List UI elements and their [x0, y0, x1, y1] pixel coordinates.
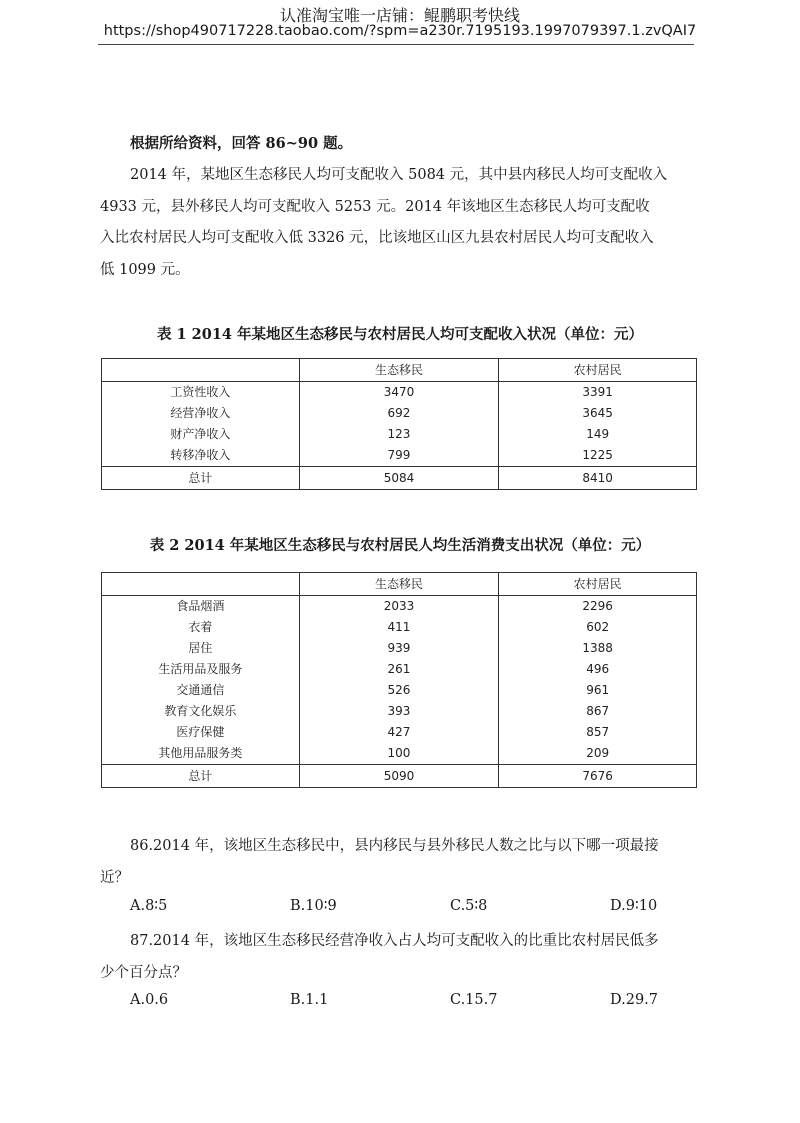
cell-value: 1225 [499, 445, 697, 467]
table-row [102, 680, 697, 701]
cell-value: 3470 [299, 382, 499, 404]
cell-value: 5090 [299, 765, 499, 788]
cell-value: 602 [499, 617, 697, 638]
table-row [102, 403, 697, 424]
cell-value: 2033 [299, 596, 499, 618]
shop-url-header: https://shop490717228.taobao.com/?spm=a230r.7195193.1997079397.1.zvQAI7 [103, 23, 697, 39]
cell-value: 411 [299, 617, 499, 638]
cell-value: 939 [299, 638, 499, 659]
q86-option-b: B.10∶9 [290, 898, 337, 914]
cell-value: 2296 [499, 596, 697, 618]
cell-value: 496 [499, 659, 697, 680]
table-row [102, 596, 697, 618]
table-row [102, 382, 697, 404]
cell-value: 100 [299, 743, 499, 765]
cell-value: 149 [499, 424, 697, 445]
question-86-line-1: 86.2014 年，该地区生态移民中，县内移民与县外移民人数之比与以下哪一项最接 [130, 838, 659, 854]
table-row [102, 722, 697, 743]
cell-value: 5084 [299, 467, 499, 490]
row-label: 财产净收入 [102, 424, 300, 445]
column-header: 农村居民 [499, 359, 697, 382]
row-label: 总计 [102, 765, 300, 788]
cell-value: 3391 [499, 382, 697, 404]
cell-value: 526 [299, 680, 499, 701]
q87-option-a: A.0.6 [130, 992, 169, 1008]
q87-option-b: B.1.1 [290, 992, 329, 1008]
row-label: 衣着 [102, 617, 300, 638]
table-row [102, 743, 697, 765]
cell-value: 123 [299, 424, 499, 445]
table-total-row [102, 467, 697, 490]
q86-option-c: C.5∶8 [450, 898, 488, 914]
row-label: 转移净收入 [102, 445, 300, 467]
cell-value: 3645 [499, 403, 697, 424]
cell-value: 209 [499, 743, 697, 765]
intro-line-2: 4933 元，县外移民人均可支配收入 5253 元。2014 年该地区生态移民人均可支配收 [100, 199, 650, 215]
shop-name-header: 认准淘宝唯一店铺：鲲鹏职考快线 [279, 6, 520, 25]
column-header: 农村居民 [499, 573, 697, 596]
column-header [102, 359, 300, 382]
column-header [102, 573, 300, 596]
row-label: 总计 [102, 467, 300, 490]
table-row [102, 638, 697, 659]
intro-line-1: 2014 年，某地区生态移民人均可支配收入 5084 元，其中县内移民人均可支配收入 [130, 167, 668, 183]
cell-value: 692 [299, 403, 499, 424]
table-row [102, 659, 697, 680]
table2-caption: 表 2 2014 年某地区生态移民与农村居民人均生活消费支出状况（单位：元） [149, 537, 651, 554]
cell-value: 1388 [499, 638, 697, 659]
cell-value: 7676 [499, 765, 697, 788]
q86-option-d: D.9∶10 [610, 898, 658, 914]
q87-option-c: C.15.7 [450, 992, 498, 1008]
table-row [102, 617, 697, 638]
table-header-row [102, 573, 697, 596]
row-label: 居住 [102, 638, 300, 659]
table-row [102, 701, 697, 722]
table-row [102, 445, 697, 467]
table-header-row [102, 359, 697, 382]
row-label: 生活用品及服务 [102, 659, 300, 680]
question-87-line-1: 87.2014 年，该地区生态移民经营净收入占人均可支配收入的比重比农村居民低多 [130, 933, 659, 949]
income-table [101, 358, 697, 490]
question-87-line-2: 少个百分点？ [100, 965, 187, 981]
q87-option-d: D.29.7 [610, 992, 659, 1008]
row-label: 经营净收入 [102, 403, 300, 424]
cell-value: 857 [499, 722, 697, 743]
column-header: 生态移民 [299, 359, 499, 382]
cell-value: 799 [299, 445, 499, 467]
intro-line-3: 入比农村居民人均可支配收入低 3326 元，比该地区山区九县农村居民人均可支配收入 [100, 230, 654, 246]
row-label: 交通通信 [102, 680, 300, 701]
cell-value: 961 [499, 680, 697, 701]
row-label: 教育文化娱乐 [102, 701, 300, 722]
row-label: 食品烟酒 [102, 596, 300, 618]
cell-value: 261 [299, 659, 499, 680]
cell-value: 867 [499, 701, 697, 722]
cell-value: 427 [299, 722, 499, 743]
row-label: 其他用品服务类 [102, 743, 300, 765]
question-86-line-2: 近？ [100, 870, 129, 886]
row-label: 工资性收入 [102, 382, 300, 404]
table-total-row [102, 765, 697, 788]
cell-value: 393 [299, 701, 499, 722]
cell-value: 8410 [499, 467, 697, 490]
section-heading: 根据所给资料，回答 86~90 题。 [130, 135, 353, 152]
column-header: 生态移民 [299, 573, 499, 596]
consumption-table [101, 572, 697, 788]
table-row [102, 424, 697, 445]
table1-caption: 表 1 2014 年某地区生态移民与农村居民人均可支配收入状况（单位：元） [156, 326, 644, 343]
row-label: 医疗保健 [102, 722, 300, 743]
q86-option-a: A.8∶5 [130, 898, 168, 914]
header-divider [98, 44, 694, 45]
intro-line-4: 低 1099 元。 [100, 262, 190, 278]
